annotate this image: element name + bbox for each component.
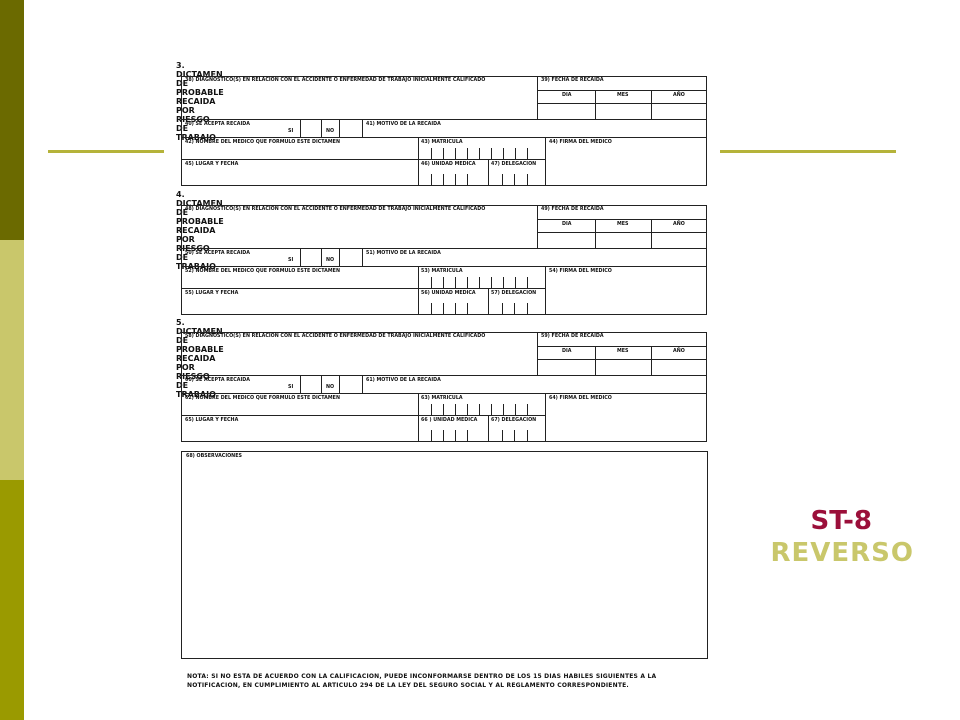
reason-label: 61) MOTIVO DE LA RECAIDA: [366, 378, 441, 383]
accept-label: 50) SE ACEPTA RECAIDA: [185, 251, 250, 256]
row-divider: [181, 137, 707, 138]
place-date-label: 65) LUGAR Y FECHA: [185, 418, 239, 423]
left-accent-bar-middle: [0, 240, 24, 480]
reason-label: 51) MOTIVO DE LA RECAIDA: [366, 251, 441, 256]
left-accent-bar-top: [0, 0, 24, 240]
delegation-field[interactable]: [489, 168, 544, 185]
matricula-digit-tick: [467, 277, 468, 288]
yes-label: SI: [288, 258, 294, 263]
footer-note: NOTA: SI NO ESTA DE ACUERDO CON LA CALIFICACION, PUEDE INCONFORMARSE DENTRO DE LOS 15 DIAS HABILES SIGUIENTES A LA NOTIFICACION, EN CUMPLIMIENTO AL ARTICULO 294 DE LA LEY DEL SEGURO SOCIAL Y AL REGLAMENTO CORRESPONDIENTE.: [187, 673, 657, 689]
no-label: NO: [326, 258, 335, 263]
signature-label: 54) FIRMA DEL MEDICO: [549, 269, 612, 274]
place-date-field[interactable]: [182, 297, 417, 314]
diagnosis-field[interactable]: [182, 214, 536, 247]
reason-field[interactable]: [363, 257, 706, 265]
matricula-digit-tick: [491, 148, 492, 159]
delegation-label: 57) DELEGACION: [491, 291, 537, 296]
row-divider: [181, 393, 707, 394]
matricula-digit-tick: [527, 404, 528, 415]
matricula-digit-tick: [443, 404, 444, 415]
reason-field[interactable]: [363, 384, 706, 392]
row-divider: [181, 415, 545, 416]
date-label: 59) FECHA DE RECAIDA: [541, 334, 604, 339]
medical-unit-field[interactable]: [419, 424, 487, 441]
yes-label: SI: [288, 129, 294, 134]
matricula-digit-tick: [443, 277, 444, 288]
day-field[interactable]: [538, 104, 595, 118]
day-field[interactable]: [538, 233, 595, 247]
year-field[interactable]: [652, 233, 707, 247]
year-label: AÑO: [673, 93, 685, 98]
delegation-label: 67) DELEGACION: [491, 418, 537, 423]
matricula-digit-tick: [479, 277, 480, 288]
yes-label: SI: [288, 385, 294, 390]
month-label: MES: [617, 222, 629, 227]
diagnosis-label: 58) DIAGNOSTICO(S) EN RELACION CON EL ACCIDENTE O ENFERMEDAD DE TRABAJO INICIALMENTE CALIFICADO: [185, 334, 486, 339]
matricula-digit-tick: [515, 404, 516, 415]
observations-box[interactable]: [181, 451, 708, 659]
year-label: AÑO: [673, 349, 685, 354]
no-label: NO: [326, 385, 335, 390]
row-divider: [181, 266, 707, 267]
matricula-digit-tick: [527, 277, 528, 288]
matricula-label: 53) MATRICULA: [421, 269, 463, 274]
diagnosis-label: 48) DIAGNOSTICO(S) EN RELACION CON EL ACCIDENTE O ENFERMEDAD DE TRABAJO INICIALMENTE CALIFICADO: [185, 207, 486, 212]
accept-label: 40) SE ACEPTA RECAIDA: [185, 122, 250, 127]
place-date-field[interactable]: [182, 168, 417, 185]
diagnosis-field[interactable]: [182, 85, 536, 118]
diagnosis-field[interactable]: [182, 341, 536, 374]
place-date-label: 45) LUGAR Y FECHA: [185, 162, 239, 167]
day-label: DIA: [562, 222, 572, 227]
matricula-digit-tick: [455, 148, 456, 159]
row-divider: [181, 159, 545, 160]
matricula-digit-tick: [503, 148, 504, 159]
date-grid-line: [537, 219, 707, 220]
place-date-field[interactable]: [182, 424, 417, 441]
row-divider: [181, 288, 545, 289]
month-field[interactable]: [596, 233, 651, 247]
yes-checkbox[interactable]: [301, 376, 321, 393]
matricula-digit-tick: [455, 277, 456, 288]
signature-field[interactable]: [546, 402, 706, 441]
accept-divider: [321, 119, 322, 137]
matricula-digit-tick: [515, 148, 516, 159]
delegation-field[interactable]: [489, 297, 544, 314]
month-field[interactable]: [596, 360, 651, 374]
doctor-name-field[interactable]: [182, 402, 417, 414]
day-label: DIA: [562, 93, 572, 98]
matricula-digit-tick: [431, 404, 432, 415]
row-divider: [181, 375, 707, 376]
reason-label: 41) MOTIVO DE LA RECAIDA: [366, 122, 441, 127]
matricula-field[interactable]: [419, 402, 544, 414]
date-grid-line: [537, 90, 707, 91]
doctor-name-label: 52) NOMBRE DEL MEDICO QUE FORMULO ESTE DICTAMEN: [185, 269, 340, 274]
matricula-digit-tick: [515, 277, 516, 288]
matricula-field[interactable]: [419, 275, 544, 287]
yes-checkbox[interactable]: [301, 249, 321, 266]
day-label: DIA: [562, 349, 572, 354]
row-divider: [181, 119, 707, 120]
form-side-label: REVERSO: [770, 538, 914, 568]
signature-label: 64) FIRMA DEL MEDICO: [549, 396, 612, 401]
date-label: 49) FECHA DE RECAIDA: [541, 207, 604, 212]
doctor-name-label: 42) NOMBRE DEL MEDICO QUE FORMULO ESTE DICTAMEN: [185, 140, 340, 145]
month-field[interactable]: [596, 104, 651, 118]
medical-unit-field[interactable]: [419, 168, 487, 185]
observations-label: 68) OBSERVACIONES: [186, 454, 242, 459]
no-checkbox[interactable]: [340, 376, 362, 393]
signature-field[interactable]: [546, 275, 706, 314]
form-code: ST-8: [810, 506, 872, 536]
matricula-digit-tick: [503, 404, 504, 415]
accept-label: 60) SE ACEPTA RECAIDA: [185, 378, 250, 383]
delegation-field[interactable]: [489, 424, 544, 441]
matricula-label: 43) MATRICULA: [421, 140, 463, 145]
year-field[interactable]: [652, 104, 707, 118]
reason-field[interactable]: [363, 128, 706, 136]
no-checkbox[interactable]: [340, 120, 362, 137]
medical-unit-label: 56) UNIDAD MEDICA: [421, 291, 476, 296]
decorative-rule-right: [720, 150, 896, 153]
place-date-label: 55) LUGAR Y FECHA: [185, 291, 239, 296]
section-title: 5. DICTAMEN DE PROBABLE RECAIDA POR RIESGO DE TRABAJO: [176, 318, 224, 399]
year-field[interactable]: [652, 360, 707, 374]
signature-field[interactable]: [546, 146, 706, 185]
date-label: 39) FECHA DE RECAIDA: [541, 78, 604, 83]
accept-divider: [321, 375, 322, 393]
no-label: NO: [326, 129, 335, 134]
medical-unit-field[interactable]: [419, 297, 487, 314]
matricula-digit-tick: [503, 277, 504, 288]
doctor-name-field[interactable]: [182, 146, 417, 158]
month-label: MES: [617, 349, 629, 354]
matricula-digit-tick: [527, 148, 528, 159]
yes-checkbox[interactable]: [301, 120, 321, 137]
row-divider: [181, 248, 707, 249]
matricula-digit-tick: [443, 148, 444, 159]
diagnosis-label: 38) DIAGNOSTICO(S) EN RELACION CON EL ACCIDENTE O ENFERMEDAD DE TRABAJO INICIALMENTE CALIFICADO: [185, 78, 486, 83]
decorative-rule-left: [48, 150, 164, 153]
matricula-digit-tick: [491, 404, 492, 415]
medical-unit-label: 46) UNIDAD MEDICA: [421, 162, 476, 167]
delegation-label: 47) DELEGACION: [491, 162, 537, 167]
matricula-digit-tick: [479, 404, 480, 415]
matricula-digit-tick: [431, 277, 432, 288]
day-field[interactable]: [538, 360, 595, 374]
doctor-name-field[interactable]: [182, 275, 417, 287]
matricula-digit-tick: [467, 148, 468, 159]
month-label: MES: [617, 93, 629, 98]
matricula-digit-tick: [467, 404, 468, 415]
section-title: 4. DICTAMEN DE PROBABLE RECAIDA POR RIESGO DE TRABAJO: [176, 190, 224, 271]
signature-label: 44) FIRMA DEL MEDICO: [549, 140, 612, 145]
year-label: AÑO: [673, 222, 685, 227]
medical-unit-label: 66 ) UNIDAD MEDICA: [421, 418, 478, 423]
matricula-digit-tick: [455, 404, 456, 415]
matricula-digit-tick: [491, 277, 492, 288]
no-checkbox[interactable]: [340, 249, 362, 266]
accept-divider: [321, 248, 322, 266]
left-accent-bar-bottom: [0, 480, 24, 720]
matricula-digit-tick: [431, 148, 432, 159]
matricula-field[interactable]: [419, 146, 544, 158]
matricula-digit-tick: [479, 148, 480, 159]
doctor-name-label: 62) NOMBRE DEL MEDICO QUE FORMULO ESTE DICTAMEN: [185, 396, 340, 401]
section-title: 3. DICTAMEN DE PROBABLE RECAIDA POR RIESGO DE TRABAJO: [176, 61, 224, 142]
matricula-label: 63) MATRICULA: [421, 396, 463, 401]
date-grid-line: [537, 346, 707, 347]
